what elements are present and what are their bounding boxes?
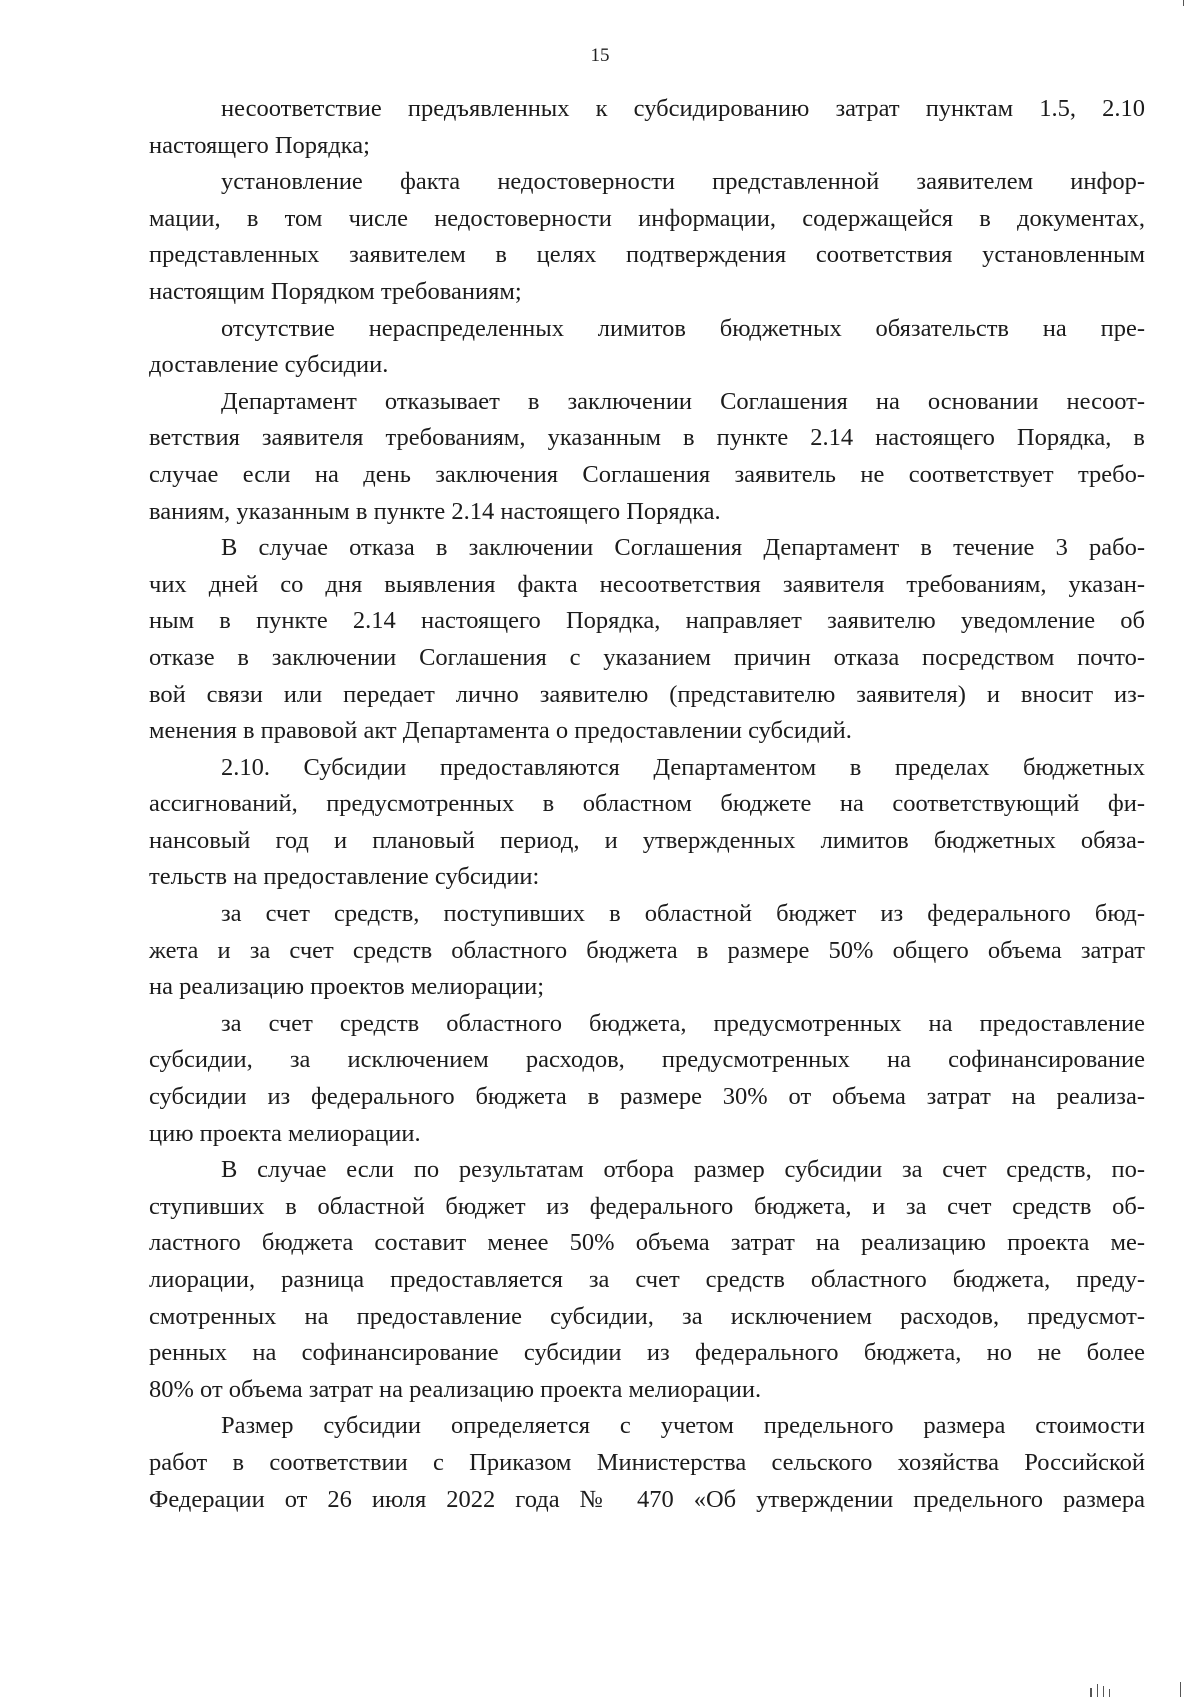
text-line: Федерации от 26 июля 2022 года № 470 «Об утверждении предельного размера [149, 1485, 1145, 1513]
text-line: тельств на предоставление субсидии: [149, 863, 540, 891]
text-line: отказе в заключении Соглашения с указанием причин отказа посредством почто- [149, 643, 1145, 671]
text-line: ластного бюджета составит менее 50% объема затрат на реализацию проекта ме- [149, 1229, 1145, 1257]
text-line: 80% от объема затрат на реализацию проекта мелиорации. [149, 1375, 762, 1403]
scan-edge-mark [1109, 1689, 1110, 1697]
text-line: вой связи или передает лично заявителю (представителю заявителя) и вносит из- [149, 680, 1145, 708]
scan-edge-mark [1103, 1686, 1104, 1697]
text-line: работ в соответствии с Приказом Министерства сельского хозяйства Российской [149, 1448, 1145, 1476]
text-line: жета и за счет средств областного бюджета в размере 50% общего объема затрат [149, 936, 1145, 964]
text-line: настоящим Порядком требованиям; [149, 277, 522, 305]
text-line: на реализацию проектов мелиорации; [149, 973, 545, 1001]
text-line: менения в правовой акт Департамента о предоставлении субсидий. [149, 717, 852, 745]
text-line: установление факта недостоверности представленной заявителем инфор- [221, 168, 1145, 196]
text-line: В случае если по результатам отбора размер субсидии за счет средств, по- [221, 1156, 1145, 1184]
text-line: ступивших в областной бюджет из федерального бюджета, и за счет средств об- [149, 1192, 1145, 1220]
text-line: субсидии из федерального бюджета в размере 30% от объема затрат на реализа- [149, 1083, 1145, 1111]
scan-edge-mark [1090, 1688, 1092, 1697]
text-line: за счет средств, поступивших в областной бюджет из федерального бюд- [221, 900, 1145, 928]
scan-edge-mark [1183, 0, 1184, 6]
text-line: ным в пункте 2.14 настоящего Порядка, направляет заявителю уведомление об [149, 607, 1145, 635]
page-number: 15 [590, 45, 610, 66]
text-line: чих дней со дня выявления факта несоответствия заявителя требованиям, указан- [149, 570, 1145, 598]
text-line: лиорации, разница предоставляется за счет средств областного бюджета, преду- [149, 1266, 1145, 1293]
text-line: Размер субсидии определяется с учетом предельного размера стоимости [221, 1412, 1145, 1440]
text-line: настоящего Порядка; [149, 131, 370, 159]
text-line: за счет средств областного бюджета, предусмотренных на предоставление [221, 1009, 1145, 1037]
text-line: ассигнований, предусмотренных в областном бюджете на соответствующий фи- [149, 790, 1145, 818]
text-line: субсидии, за исключением расходов, предусмотренных на софинансирование [149, 1046, 1145, 1074]
text-line: несоответствие предъявленных к субсидированию затрат пунктам 1.5, 2.10 [221, 95, 1145, 122]
text-line: представленных заявителем в целях подтверждения соответствия установленным [149, 241, 1145, 269]
document-body [149, 91, 1145, 1518]
text-line: ваниям, указанным в пункте 2.14 настоящего Порядка. [149, 497, 721, 525]
text-line: случае если на день заключения Соглашения заявитель не соответствует требо- [149, 460, 1145, 488]
text-line: отсутствие нераспределенных лимитов бюджетных обязательств на пре- [221, 314, 1145, 342]
text-line: смотренных на предоставление субсидии, за исключением расходов, предусмот- [149, 1302, 1145, 1330]
text-line: доставление субсидии. [149, 351, 389, 379]
text-line: ветствия заявителя требованиям, указанным в пункте 2.14 настоящего Порядка, в [149, 424, 1145, 452]
text-line: мации, в том числе недостоверности информации, содержащейся в документах, [149, 204, 1145, 232]
text-line: В случае отказа в заключении Соглашения Департамент в течение 3 рабо- [221, 534, 1145, 562]
text-line: цию проекта мелиорации. [149, 1119, 421, 1147]
scan-edge-mark [1097, 1684, 1098, 1697]
text-line: Департамент отказывает в заключении Соглашения на основании несоот- [221, 387, 1145, 415]
scan-edge-mark [1180, 1682, 1181, 1697]
text-line: ренных на софинансирование субсидии из федерального бюджета, но не более [149, 1339, 1145, 1367]
text-line: 2.10. Субсидии предоставляются Департаментом в пределах бюджетных [221, 753, 1145, 781]
text-line: нансовый год и плановый период, и утвержденных лимитов бюджетных обяза- [149, 826, 1145, 854]
